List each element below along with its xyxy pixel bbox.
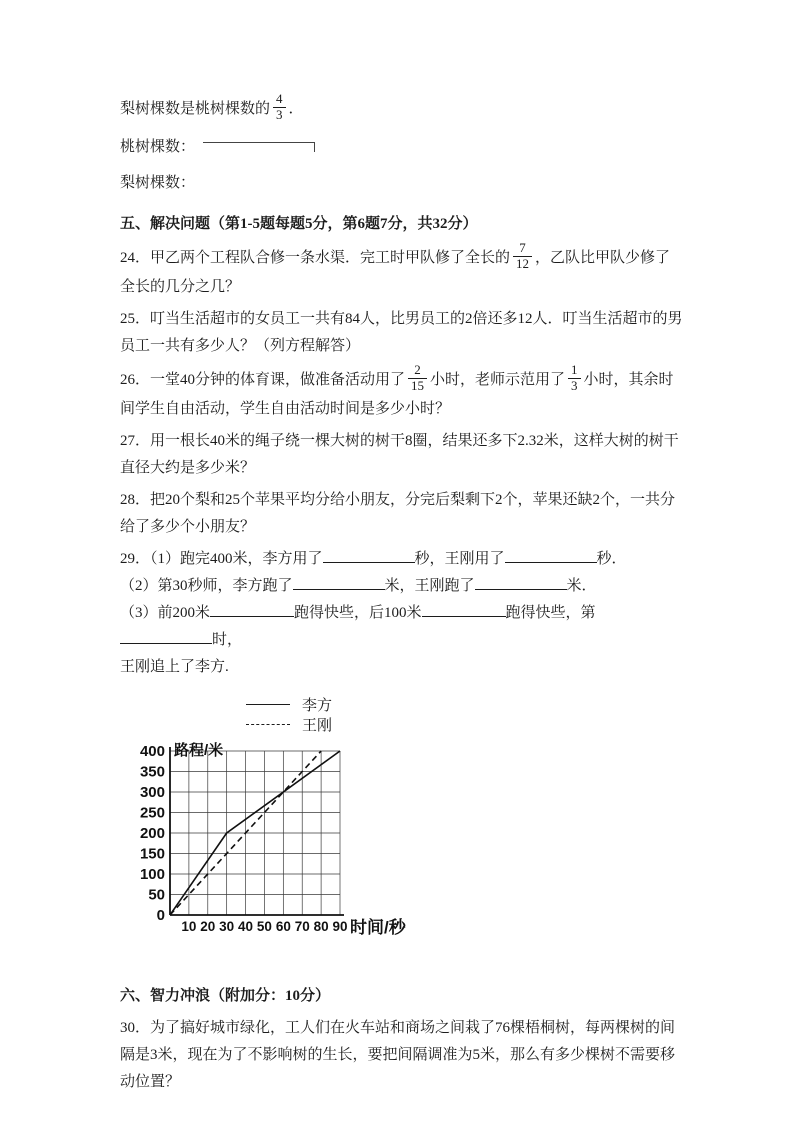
section-6-heading: 六、智力冲浪（附加分：10分） — [120, 987, 331, 1004]
problem-29-part3-cont: 王刚追上了李方. — [120, 658, 229, 675]
svg-text:250: 250 — [139, 804, 165, 822]
answer-blank — [120, 629, 212, 644]
answer-blank — [422, 602, 506, 617]
answer-blank — [505, 548, 597, 563]
peach-count-label: 桃树棵数： — [120, 138, 196, 155]
problem-30: 30．为了搞好城市绿化，工人们在火车站和商场之间栽了76棵梧桐树，每两棵树的间隔是3米，现在为了不影响树的生长，要把间隔调准为5米，那么有多少棵树不需要移动位置？ — [120, 1019, 676, 1090]
svg-text:300: 300 — [139, 783, 165, 801]
svg-text:400: 400 — [139, 742, 165, 760]
svg-text:0: 0 — [156, 906, 165, 924]
svg-text:30: 30 — [219, 918, 235, 934]
problem-28: 28．把20个梨和25个苹果平均分给小朋友，分完后梨剩下2个，苹果还缺2个，一共分给了多少个小朋友？ — [120, 491, 676, 535]
intro-text: 梨树棵数是桃树棵数的 — [120, 100, 271, 117]
problem-25: 25．叮当生活超市的女员工一共有84人，比男员工的2倍还多12人．叮当生活超市的男员工一共有多少人？（列方程解答） — [120, 310, 683, 354]
svg-text:60: 60 — [275, 918, 291, 934]
legend-entry-wanggang — [246, 715, 332, 735]
svg-text:90: 90 — [332, 918, 348, 934]
distance-time-chart — [134, 695, 683, 947]
pear-count-label: 梨树棵数： — [120, 174, 196, 191]
problem-29-part1: 29．（1）跑完400米，李方用了 秒，王刚用了 秒． — [120, 546, 683, 573]
svg-text:100: 100 — [139, 865, 165, 883]
problem-24: 24．甲乙两个工程队合修一条水渠．完工时甲队修了全长的 $\frac{7}{12}$ ，乙队比甲队少修了全长的几分之几？ — [120, 239, 671, 295]
fraction-2-15: $\frac{2}{15}$ — [408, 363, 427, 394]
problem-29-part3: （3）前200米 跑得快些，后100米 跑得快些，第时， — [120, 600, 683, 654]
legend-label: 李方 — [302, 698, 333, 715]
svg-text:350: 350 — [139, 763, 165, 781]
pear-count-label-line — [120, 170, 683, 197]
svg-text:70: 70 — [294, 918, 310, 934]
answer-blank — [475, 575, 567, 590]
intro-period: ． — [288, 100, 304, 117]
svg-text:20: 20 — [200, 918, 216, 934]
svg-text:150: 150 — [139, 845, 165, 863]
svg-text:200: 200 — [139, 824, 165, 842]
dashed-line-icon — [246, 724, 290, 725]
intro-fraction-line — [120, 91, 683, 125]
fraction-4-3: $\frac{4}{3}$ — [273, 92, 286, 123]
svg-text:10: 10 — [181, 918, 197, 934]
chart-legend — [246, 695, 332, 735]
svg-text:50: 50 — [256, 918, 272, 934]
svg-text:40: 40 — [238, 918, 254, 934]
peach-count-label-line — [120, 134, 683, 161]
problem-29-part2: （2）第30秒师，李方跑了 米，王刚跑了 米． — [120, 573, 683, 600]
solid-line-icon — [246, 704, 290, 705]
legend-entry-lifang — [246, 695, 332, 715]
answer-blank — [323, 548, 415, 563]
answer-blank — [210, 602, 294, 617]
fraction-1-3: $\frac{1}{3}$ — [568, 363, 581, 394]
line-chart — [134, 739, 444, 947]
problem-27: 27．用一根长40米的绳子绕一棵大树的树干8圈，结果还多下2.32米，这样大树的树干直径大约是多少米？ — [120, 432, 679, 476]
svg-text:路程/米: 路程/米 — [174, 741, 224, 759]
segment-diagram-line — [203, 142, 315, 152]
section-5-heading: 五、解决问题（第1-5题每题5分，第6题7分，共32分） — [120, 215, 478, 232]
problem-26: 26．一堂40分钟的体育课，做准备活动用了 $\frac{2}{15}$ 小时，老师示范用了 $\frac{1}{3}$ 小时，其余时间学生自由活动，学生自由活动时间是多少小时？ — [120, 361, 674, 417]
fraction-7-12: $\frac{7}{12}$ — [513, 241, 532, 272]
svg-text:80: 80 — [313, 918, 329, 934]
svg-text:50: 50 — [148, 886, 165, 904]
answer-blank — [293, 575, 385, 590]
legend-label: 王刚 — [302, 718, 333, 735]
svg-text:时间/秒: 时间/秒 — [350, 917, 406, 937]
